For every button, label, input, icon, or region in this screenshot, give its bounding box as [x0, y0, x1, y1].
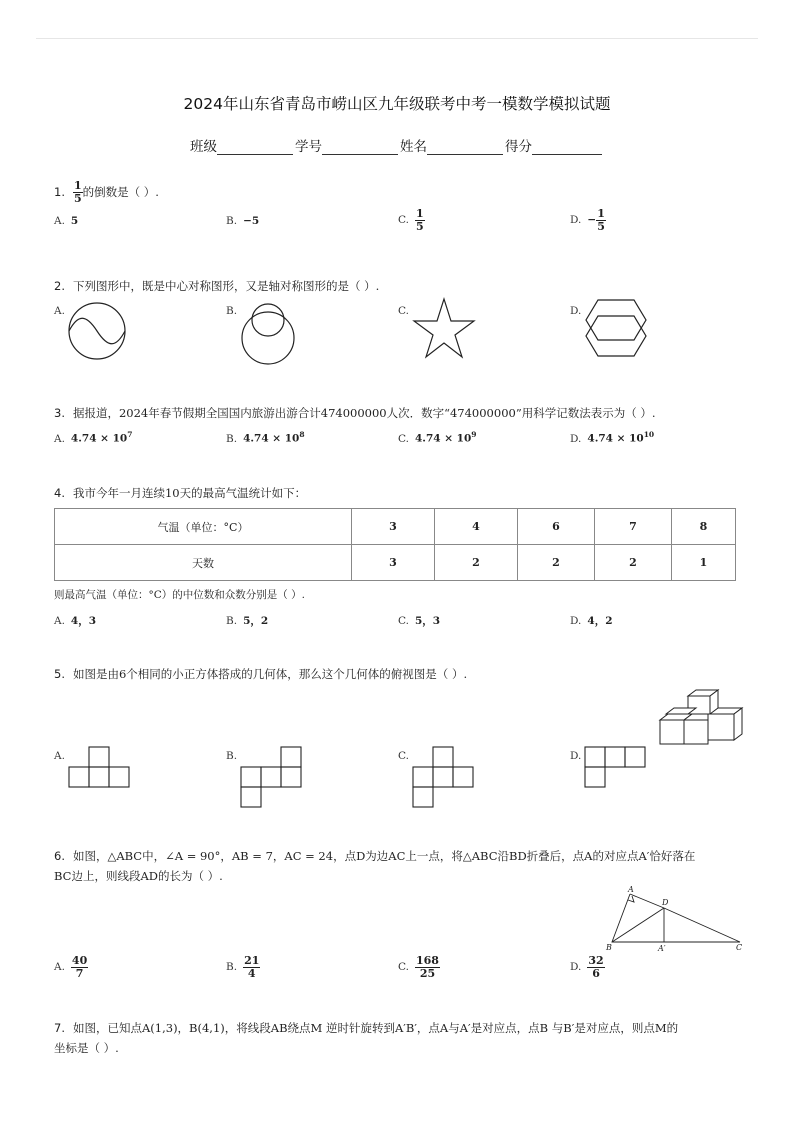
class-blank[interactable] [217, 140, 293, 155]
yin-yang-figure [66, 302, 130, 362]
top-view-b-figure [240, 745, 304, 809]
table-cell: 4 [435, 509, 518, 545]
two-circles-figure [238, 298, 300, 366]
option-label: B. [226, 750, 238, 762]
question-number: 6. [54, 849, 65, 863]
option-label: C. [398, 961, 409, 974]
table-cell: 3 [352, 545, 435, 581]
option-label: D. [570, 432, 582, 445]
q4-option-a[interactable] [54, 613, 96, 628]
question-7 [54, 1018, 744, 1058]
option-value: 4，2 [587, 615, 613, 627]
q3-option-b[interactable] [226, 430, 305, 445]
option-label: A. [54, 961, 65, 974]
question-number: 2. [54, 279, 65, 293]
top-view-a-figure [68, 745, 132, 789]
denominator: 6 [592, 966, 600, 980]
numerator: 40 [71, 954, 88, 967]
question-7-line-2: 坐标是（ ）. [54, 1041, 119, 1055]
numerator: 1 [597, 207, 605, 220]
option-label: C. [398, 432, 409, 445]
temperature-table [54, 508, 736, 581]
question-number: 1. [54, 185, 65, 200]
question-2 [54, 278, 379, 294]
fraction [71, 955, 88, 979]
question-6-line-2: BC边上，则线段AD的长为（ ）. [54, 869, 223, 883]
cube-solid-figure [658, 688, 744, 748]
exponent: 10 [643, 430, 655, 439]
q6-option-a[interactable] [54, 955, 88, 979]
option-label: D. [570, 615, 582, 627]
question-6 [54, 846, 744, 886]
question-text: 如图，已知点A(1,3)，B(4,1)，将线段AB绕点M 逆时针旋转到A′B′，点A与A′是对应点，点B 与B′是对应点，则点M的 [72, 1021, 679, 1035]
q3-option-a[interactable] [54, 430, 132, 445]
id-blank[interactable] [322, 140, 398, 155]
triangle-fold-figure [602, 886, 748, 952]
option-label: A. [54, 750, 65, 762]
q1-option-b[interactable] [226, 215, 259, 227]
exponent: 7 [127, 430, 133, 439]
student-info-line [190, 135, 604, 155]
option-label: B. [226, 432, 238, 445]
option-value: −5 [243, 215, 260, 227]
fraction [243, 955, 260, 979]
option-value: 4.74 × 10 [70, 432, 128, 445]
id-label: 学号 [295, 139, 322, 155]
denominator: 25 [419, 966, 436, 980]
q4-option-b[interactable] [226, 613, 268, 628]
option-label: A. [54, 215, 65, 227]
question-text: 的倒数是（ ）. [82, 185, 159, 200]
question-5 [54, 666, 467, 682]
option-value: 4.74 × 10 [243, 432, 300, 445]
option-label: A. [54, 615, 65, 627]
question-4 [54, 485, 306, 501]
table-row [55, 509, 736, 545]
question-1 [54, 180, 159, 204]
q3-option-d[interactable] [570, 430, 654, 445]
option-value: 5 [70, 215, 79, 227]
class-label: 班级 [190, 139, 217, 155]
denominator: 5 [73, 191, 82, 205]
exponent: 8 [299, 430, 305, 439]
denominator: 4 [247, 966, 256, 980]
question-3 [54, 405, 656, 421]
table-cell: 2 [518, 545, 595, 581]
numerator: 1 [73, 179, 82, 192]
page-title: 2024年山东省青岛市崂山区九年级联考中考一模数学模拟试题 [183, 95, 611, 113]
question-text: 据报道，2024年春节假期全国国内旅游出游合计474000000人次．数字“474000000”用科学记数法表示为（ ）. [72, 406, 656, 420]
score-blank[interactable] [532, 140, 602, 155]
option-value: 5，3 [415, 615, 441, 627]
table-cell: 2 [435, 545, 518, 581]
question-text: 我市今年一月连续10天的最高气温统计如下： [72, 486, 307, 500]
star-figure [412, 297, 476, 359]
question-text: 如图，△ABC中，∠A = 90°，AB = 7，AC = 24，点D为边AC上一点，将△ABC沿BD折叠后，点A的对应点A′恰好落在 [72, 849, 696, 863]
fraction [73, 180, 83, 204]
option-label: C. [398, 615, 409, 627]
numerator: 32 [588, 954, 604, 967]
option-label: D. [570, 305, 582, 317]
q4-option-d[interactable] [570, 613, 613, 628]
table-cell: 6 [518, 509, 595, 545]
question-7-line-1 [54, 1018, 744, 1038]
table-cell: 8 [672, 509, 736, 545]
label-b: B [606, 943, 612, 952]
fraction [596, 208, 606, 232]
option-value: 5，2 [243, 615, 269, 627]
label-d: D [662, 898, 669, 907]
fraction [415, 208, 425, 232]
option-value: 4，3 [70, 615, 97, 627]
label-a-prime: A′ [658, 944, 666, 953]
table-cell: 2 [595, 545, 672, 581]
denominator: 5 [416, 219, 424, 233]
option-label: B. [226, 615, 238, 627]
option-value: 4.74 × 10 [587, 432, 644, 445]
top-rule [36, 38, 758, 39]
question-number: 4. [54, 486, 65, 500]
option-label: A. [54, 305, 65, 317]
numerator: 1 [416, 207, 424, 220]
name-blank[interactable] [427, 140, 503, 155]
table-row [55, 545, 736, 581]
score-label: 得分 [505, 139, 532, 155]
top-view-c-figure [412, 745, 476, 809]
label-a: A [628, 885, 634, 894]
q6-option-d[interactable] [570, 955, 605, 979]
table-cell: 7 [595, 509, 672, 545]
top-view-d-figure [584, 745, 648, 789]
hexagon-overlap-figure [584, 298, 648, 360]
numerator: 168 [416, 954, 439, 967]
q3-option-c[interactable] [398, 430, 477, 445]
q1-option-d[interactable] [570, 208, 606, 232]
question-number: 7. [54, 1021, 65, 1035]
option-label: B. [226, 961, 238, 974]
question-4-followup: 则最高气温（单位：°C）的中位数和众数分别是（ ）. [54, 589, 305, 601]
label-c: C [736, 943, 743, 952]
question-number: 3. [54, 406, 65, 420]
exponent: 9 [471, 430, 477, 439]
q1-option-a[interactable] [54, 215, 78, 227]
option-label: C. [398, 305, 409, 317]
fraction [415, 955, 440, 979]
name-label: 姓名 [400, 139, 427, 155]
question-text: 如图是由6个相同的小正方体搭成的几何体，那么这个几何体的俯视图是（ ）. [72, 667, 468, 681]
table-cell: 1 [672, 545, 736, 581]
q6-option-b[interactable] [226, 955, 260, 979]
table-cell: 3 [352, 509, 435, 545]
numerator: 21 [244, 954, 260, 967]
q4-option-c[interactable] [398, 613, 440, 628]
option-label: B. [226, 305, 238, 317]
option-label: B. [226, 215, 238, 227]
fraction [587, 955, 604, 979]
table-header-cell: 气温（单位：°C） [55, 509, 352, 545]
minus-sign: − [587, 214, 597, 227]
option-label: C. [398, 750, 409, 762]
q1-option-c[interactable] [398, 208, 425, 232]
question-number: 5. [54, 667, 65, 681]
table-header-cell: 天数 [55, 545, 352, 581]
denominator: 7 [75, 966, 84, 980]
question-6-line-1 [54, 846, 744, 866]
option-value: 4.74 × 10 [415, 432, 472, 445]
q6-option-c[interactable] [398, 955, 440, 979]
option-label: C. [398, 214, 409, 227]
option-label: D. [570, 750, 582, 762]
option-label: A. [54, 432, 65, 445]
denominator: 5 [597, 219, 605, 233]
option-label: D. [570, 961, 582, 974]
question-text: 下列图形中，既是中心对称图形，又是轴对称图形的是（ ）. [72, 279, 380, 293]
option-label: D. [570, 214, 582, 227]
